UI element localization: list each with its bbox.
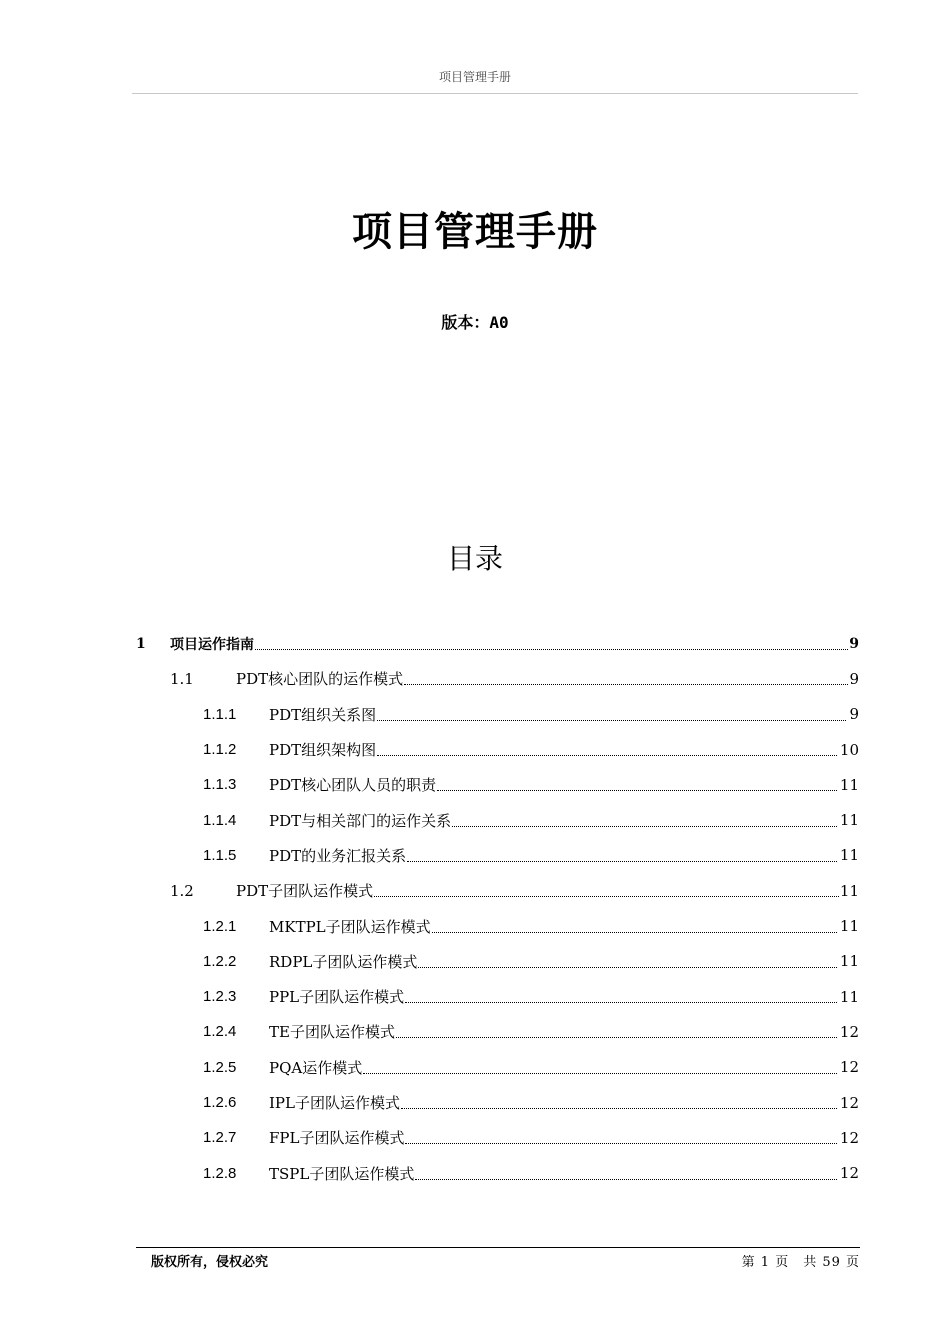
toc-entry-number: 1.2.4 [203,1023,237,1041]
toc-entry[interactable] [136,802,859,837]
toc-entry-label: FPL子团队运作模式 [269,1129,405,1148]
toc-entry[interactable] [136,697,859,732]
toc-entry[interactable] [136,1155,859,1190]
toc-dot-leader [405,1002,837,1003]
toc-entry-label: PQA运作模式 [269,1058,363,1077]
toc-entry-label: PDT的业务汇报关系 [269,846,407,865]
document-title: 项目管理手册 [352,209,598,255]
toc-dot-leader [415,1179,837,1180]
toc-entry-number: 1.2 [170,881,194,900]
toc-dot-leader [405,1143,836,1144]
toc-entry-label: PDT核心团队的运作模式 [236,670,404,689]
toc-entry-page: 11 [839,987,859,1006]
toc-entry-label: TSPL子团队运作模式 [269,1164,415,1183]
toc-entry-number: 1.1.1 [203,705,237,723]
toc-entry[interactable] [136,767,859,802]
toc-entry-page: 12 [839,1093,859,1112]
toc-entry-number: 1.2.2 [203,952,237,970]
toc-dot-leader [377,720,846,721]
toc-entry[interactable] [136,1014,859,1049]
header-divider [132,93,858,94]
toc-entry-page: 12 [839,1164,859,1183]
toc-entry-page: 11 [839,775,859,794]
running-header: 项目管理手册 [438,70,511,84]
toc-entry-label: IPL子团队运作模式 [269,1094,400,1112]
toc-entry-number: 1.2.6 [203,1094,237,1111]
toc-entry-label: RDPL子团队运作模式 [269,952,418,971]
toc-dot-leader [363,1073,837,1074]
toc-entry-number: 1.2.1 [203,917,237,935]
toc-heading: 目录 [446,542,503,575]
toc-entry[interactable] [136,732,859,767]
toc-entry-label: 项目运作指南 [170,636,254,653]
toc-entry-page: 9 [849,669,859,688]
toc-dot-leader [255,649,848,650]
toc-entry-number: 1.1.2 [203,741,237,759]
table-of-contents [136,626,859,1191]
toc-dot-leader [404,684,848,685]
toc-entry-number: 1.1 [170,669,194,688]
toc-entry-page: 10 [839,740,859,759]
toc-entry-label: PDT与相关部门的运作关系 [269,811,452,830]
toc-entry[interactable] [136,979,859,1014]
toc-entry[interactable] [136,626,859,661]
toc-entry-label: PPL子团队运作模式 [269,988,405,1007]
toc-entry-number: 1.2.8 [203,1164,237,1182]
toc-dot-leader [437,790,837,791]
toc-dot-leader [407,861,837,862]
toc-entry-label: TE子团队运作模式 [269,1023,395,1042]
toc-entry-page: 9 [849,635,859,652]
toc-entry-page: 11 [839,917,859,936]
toc-entry-label: MKTPL子团队运作模式 [269,917,431,936]
toc-dot-leader [401,1108,837,1109]
toc-entry-page: 11 [839,952,859,971]
toc-dot-leader [396,1037,837,1038]
toc-entry-page: 11 [839,846,859,865]
toc-entry-number: 1.1.4 [203,811,237,829]
toc-dot-leader [432,932,837,933]
footer-divider [136,1247,860,1248]
toc-entry[interactable] [136,661,859,696]
toc-entry[interactable] [136,908,859,943]
toc-entry-number: 1.1.3 [203,776,237,794]
toc-entry[interactable] [136,944,859,979]
footer-page-info: 第 1 页 共 59 页 [741,1255,860,1270]
toc-dot-leader [374,896,839,897]
toc-entry-page: 11 [839,811,859,830]
toc-dot-leader [377,755,837,756]
document-version: 版本：A0 [441,313,509,332]
toc-entry[interactable] [136,873,859,908]
toc-entry-number: 1.2.5 [203,1058,237,1076]
toc-dot-leader [452,826,837,827]
toc-entry-page: 9 [849,705,859,724]
toc-entry-page: 12 [839,1128,859,1147]
toc-entry-label: PDT组织架构图 [269,741,377,760]
toc-entry[interactable] [136,838,859,873]
toc-entry-number: 1.1.5 [203,846,237,864]
toc-entry-page: 12 [839,1022,859,1041]
toc-entry-label: PDT核心团队人员的职责 [269,776,437,795]
toc-entry[interactable] [136,1120,859,1155]
toc-entry-number: 1.2.3 [203,988,237,1006]
toc-dot-leader [418,967,837,968]
toc-entry-number: 1.2.7 [203,1129,237,1147]
toc-entry-page: 11 [839,881,859,900]
toc-entry-page: 12 [839,1058,859,1077]
toc-entry-label: PDT子团队运作模式 [236,882,374,901]
footer-copyright: 版权所有，侵权必究 [151,1255,269,1270]
toc-entry[interactable] [136,1050,859,1085]
toc-entry[interactable] [136,1085,859,1120]
toc-entry-label: PDT组织关系图 [269,705,377,724]
toc-entry-number: 1 [136,635,146,652]
